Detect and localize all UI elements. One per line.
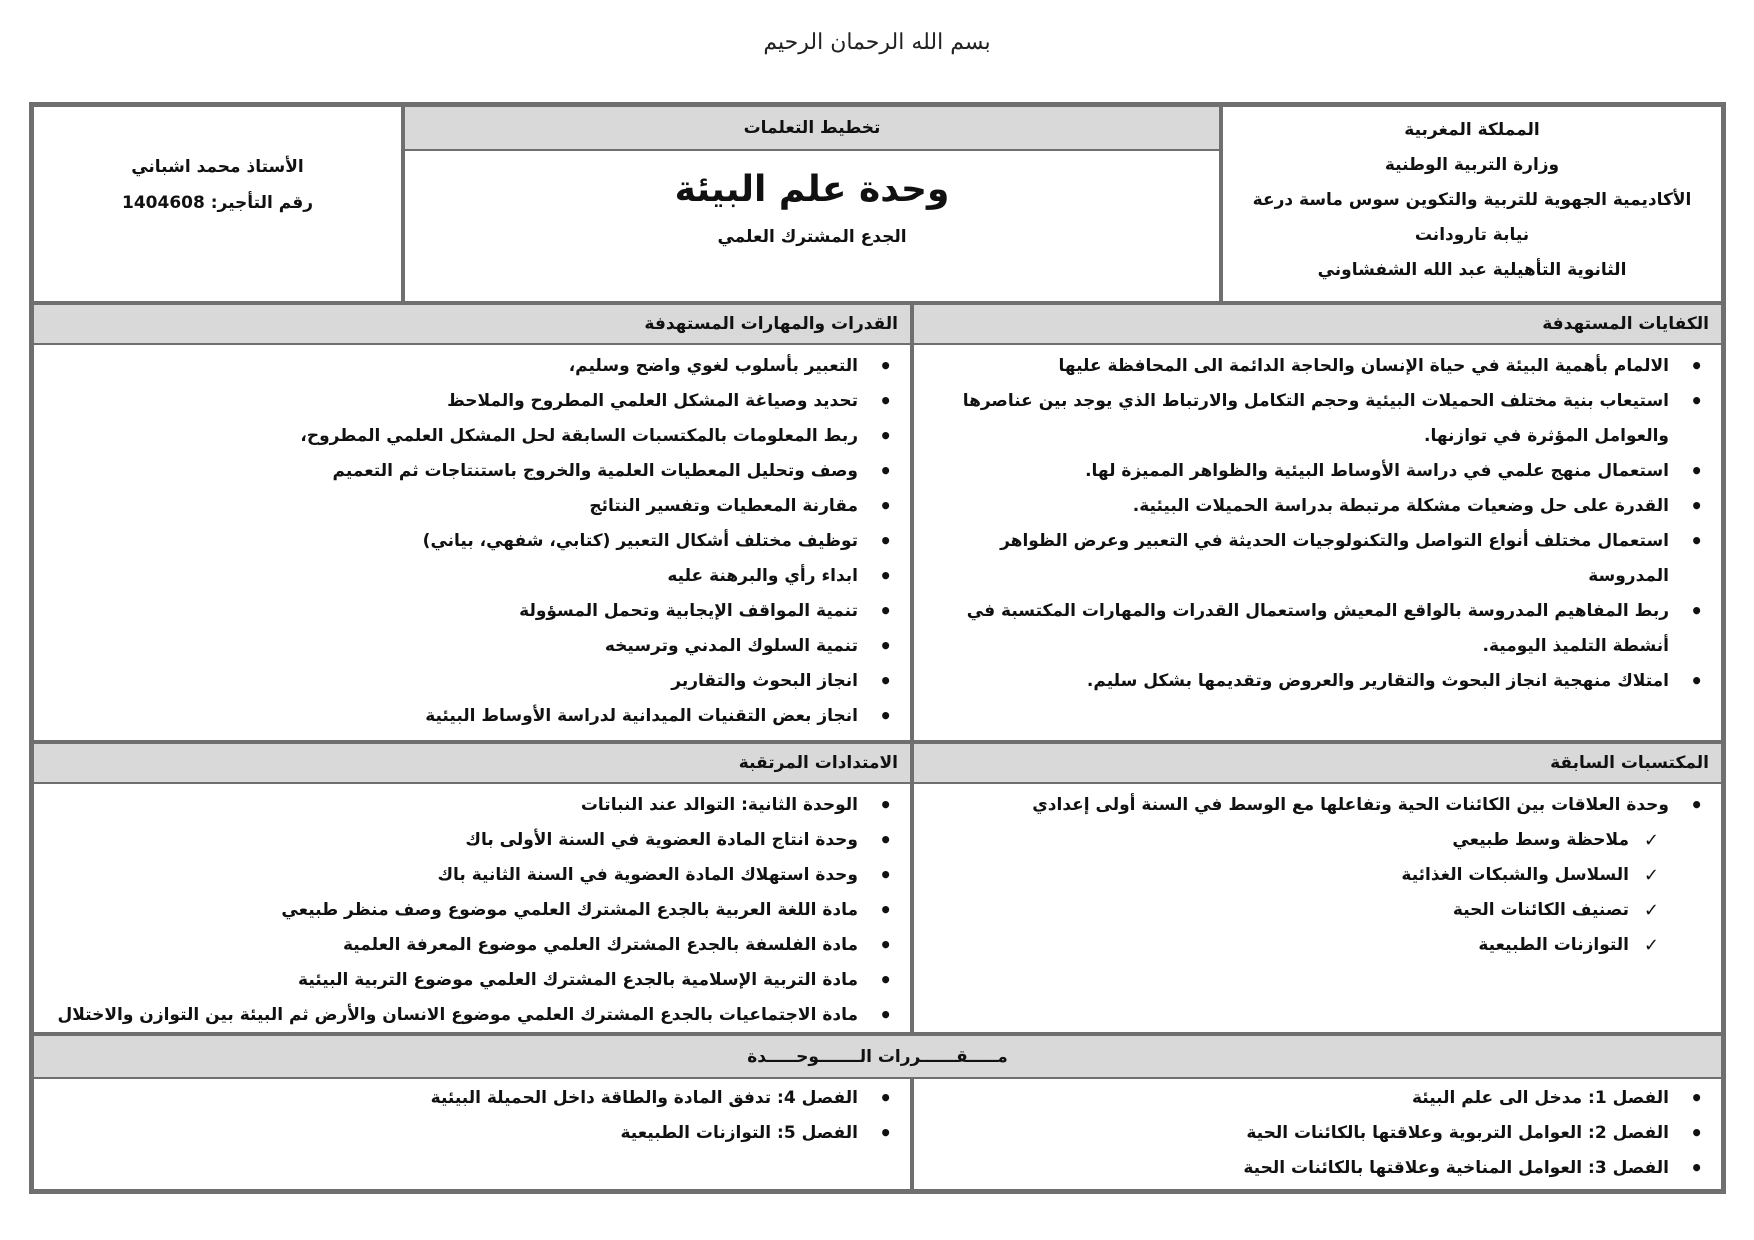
syllabus-right-list [914,1079,1721,1186]
syllabus-left-list [34,1079,910,1151]
kingdom-line: المملكة المغربية [1404,120,1540,140]
ministry-line: وزارة التربية الوطنية [1384,155,1560,175]
list-item: • القدرة على حل وضعيات مشكلة مرتبطة بدراسة الحميلات البيئية. [914,489,1721,524]
checked-item: ✓ التوازنات الطبيعية [914,928,1721,963]
competences-list [914,345,1721,699]
list-item: • الفصل 3: العوامل المناخية وعلاقتها بالكائنات الحية [914,1151,1721,1186]
list-item: • توظيف مختلف أشكال التعبير (كتابي، شفهي، بياني) [34,524,910,559]
list-item: • مقارنة المعطيات وتفسير النتائج [34,489,910,524]
list-item: • الفصل 1: مدخل الى علم البيئة [914,1081,1721,1116]
list-item: • الفصل 2: العوامل التربوية وعلاقتها بالكائنات الحية [914,1116,1721,1151]
skills-title: القدرات والمهارات المستهدفة [34,305,910,345]
prior-knowledge-section [912,742,1723,1034]
checked-item: ✓ تصنيف الكائنات الحية [914,893,1721,928]
list-item: • وحدة استهلاك المادة العضوية في السنة الثانية باك [34,858,910,893]
syllabus-title: مـــــقــــــررات الـــــــوحـــــدة [34,1036,1721,1077]
list-item: • الالمام بأهمية البيئة في حياة الإنسان والحاجة الدائمة الى المحافظة عليها [914,349,1721,384]
syllabus-left [32,1077,912,1191]
competences-title: الكفايات المستهدفة [914,305,1721,345]
list-item: • ابداء رأي والبرهنة عليه [34,559,910,594]
syllabus-title-bar [32,1034,1723,1077]
skills-list [34,345,910,734]
prior-knowledge-list [914,784,1721,963]
unit-title: وحدة علم البيئة [674,169,950,210]
extensions-section [32,742,912,1034]
syllabus-right [912,1077,1723,1191]
school-line: الثانوية التأهيلية عبد الله الشفشاوني [1317,260,1627,280]
list-item: • انجاز بعض التقنيات الميدانية لدراسة الأوساط البيئية [34,699,910,734]
academy-line: الأكاديمية الجهوية للتربية والتكوين سوس ماسة درعة [1252,190,1692,210]
teacher-name: الأستاذ محمد اشباني [131,157,304,177]
directorate-line: نيابة تارودانت [1414,225,1530,245]
list-item: • استيعاب بنية مختلف الحميلات البيئية وحجم التكامل والارتباط الذي يوجد بين عناصرها والعوامل المؤثرة في توازنها. [914,384,1721,454]
list-item: • الفصل 4: تدفق المادة والطاقة داخل الحميلة البيئية [34,1081,910,1116]
list-item: • تنمية المواقف الإيجابية وتحمل المسؤولة [34,594,910,629]
prior-knowledge-title: المكتسبات السابقة [914,744,1721,784]
list-item: • الفصل 5: التوازنات الطبيعية [34,1116,910,1151]
list-item: • مادة اللغة العربية بالجدع المشترك العلمي موضوع وصف منظر طبيعي [34,893,910,928]
learning-plan-document [29,102,1726,1194]
extensions-list [34,784,910,1033]
extensions-title: الامتدادات المرتقبة [34,744,910,784]
list-item: • انجاز البحوث والتقارير [34,664,910,699]
teacher-box [32,105,403,303]
registration-number: رقم التأجير: 1404608 [122,193,313,213]
unit-box [403,105,1221,303]
list-item: • الوحدة الثانية: التوالد عند النباتات [34,788,910,823]
list-item: • وحدة انتاج المادة العضوية في السنة الأولى باك [34,823,910,858]
competences-section [912,303,1723,742]
list-item: • وحدة العلاقات بين الكائنات الحية وتفاعلها مع الوسط في السنة أولى إعدادي [914,788,1721,823]
list-item: • مادة الفلسفة بالجدع المشترك العلمي موضوع المعرفة العلمية [34,928,910,963]
list-item: • وصف وتحليل المعطيات العلمية والخروج باستنتاجات ثم التعميم [34,454,910,489]
list-item: • تحديد وصياغة المشكل العلمي المطروح والملاحظ [34,384,910,419]
list-item: • مادة التربية الإسلامية بالجدع المشترك العلمي موضوع التربية البيئية [34,963,910,998]
list-item: • مادة الاجتماعيات بالجدع المشترك العلمي موضوع الانسان والأرض ثم البيئة بين التوازن والاختلال [34,998,910,1033]
list-item: • ربط المفاهيم المدروسة بالواقع المعيش واستعمال القدرات والمهارات المكتسبة في أنشطة التلميذ اليومية. [914,594,1721,664]
list-item: • التعبير بأسلوب لغوي واضح وسليم، [34,349,910,384]
basmala: بسم الله الرحمان الرحيم [763,30,991,55]
list-item: • امتلاك منهجية انجاز البحوث والتقارير والعروض وتقديمها بشكل سليم. [914,664,1721,699]
planning-label: تخطيط التعلمات [405,107,1219,151]
checked-item: ✓ السلاسل والشبكات الغذائية [914,858,1721,893]
skills-section [32,303,912,742]
level-label: الجدع المشترك العلمي [717,227,907,247]
list-item: • استعمال منهج علمي في دراسة الأوساط البيئية والظواهر المميزة لها. [914,454,1721,489]
list-item: • ربط المعلومات بالمكتسبات السابقة لحل المشكل العلمي المطروح، [34,419,910,454]
list-item: • استعمال مختلف أنواع التواصل والتكنولوجيات الحديثة في التعبير وعرض الظواهر المدروسة [914,524,1721,594]
checked-item: ✓ ملاحظة وسط طبيعي [914,823,1721,858]
list-item: • تنمية السلوك المدني وترسيخه [34,629,910,664]
institution-box [1221,105,1723,303]
